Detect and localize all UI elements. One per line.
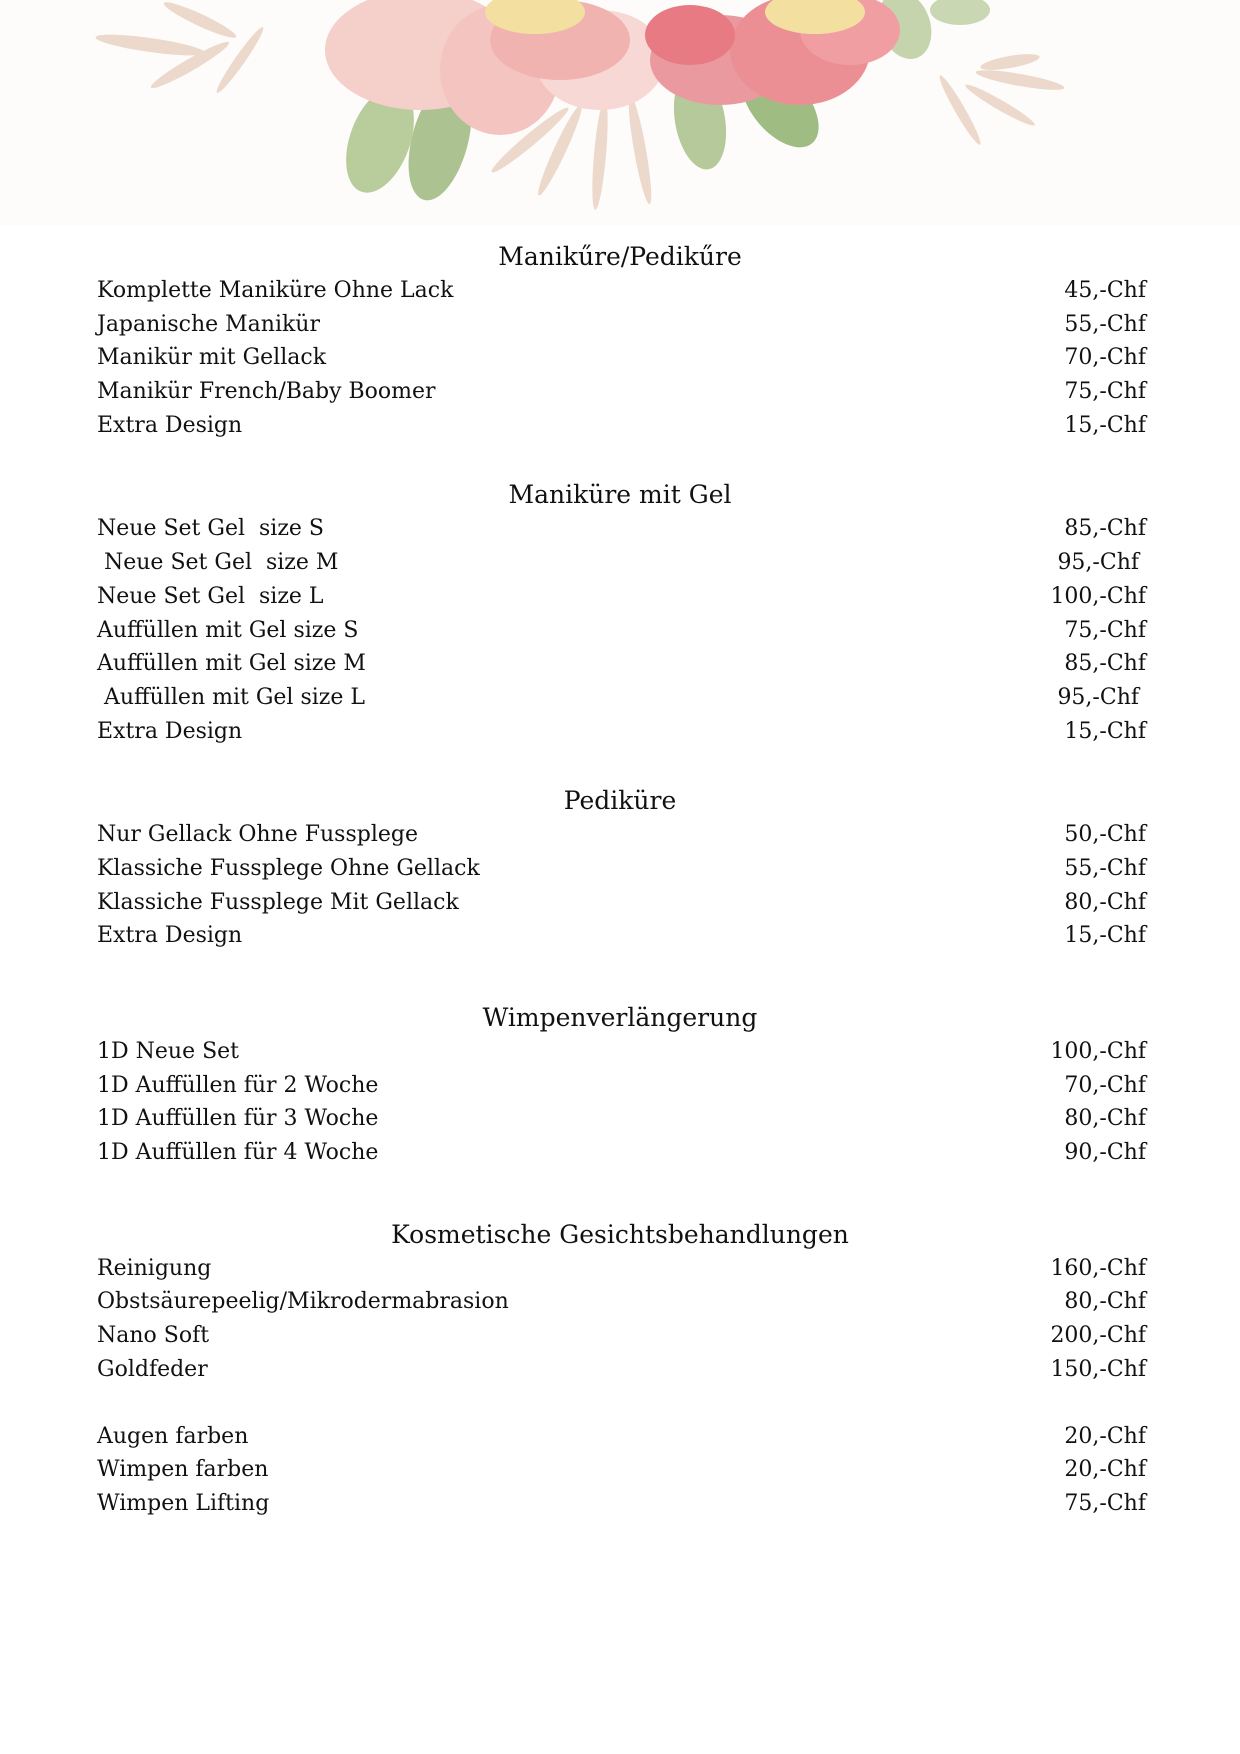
service-price: 15,-Chf xyxy=(1064,923,1146,949)
service-name: Japanische Manikür xyxy=(97,311,320,337)
service-name: Obstsäurepeelig/Mikrodermabrasion xyxy=(97,1289,509,1315)
service-name: Extra Design xyxy=(97,923,243,949)
list-item xyxy=(0,546,1240,580)
service-name: Goldfeder xyxy=(97,1356,208,1382)
service-price: 75,-Chf xyxy=(1064,617,1146,643)
service-price: 15,-Chf xyxy=(1064,412,1146,438)
service-price: 20,-Chf xyxy=(1064,1457,1146,1483)
list-item xyxy=(0,1319,1240,1353)
service-price: 55,-Chf xyxy=(1064,311,1146,337)
list-item xyxy=(0,1035,1240,1069)
service-price: 70,-Chf xyxy=(1064,1072,1146,1098)
service-name: Auffüllen mit Gel size S xyxy=(97,617,359,643)
service-price: 95,-Chf xyxy=(1057,550,1146,576)
service-name: Wimpen Lifting xyxy=(97,1490,270,1516)
service-name: 1D Auffüllen für 2 Woche xyxy=(97,1072,379,1098)
service-price: 50,-Chf xyxy=(1064,822,1146,848)
service-name: Klassiche Fussplege Ohne Gellack xyxy=(97,855,480,881)
service-name: Auffüllen mit Gel size L xyxy=(97,684,365,710)
section-title: Pediküre xyxy=(563,786,677,816)
section-title: Manikűre/Pedikűre xyxy=(498,242,742,271)
service-name: Komplette Maniküre Ohne Lack xyxy=(97,278,454,303)
list-item xyxy=(0,1102,1240,1136)
service-price: 85,-Chf xyxy=(1064,516,1146,542)
list-item xyxy=(0,715,1240,749)
service-name: 1D Neue Set xyxy=(97,1039,240,1064)
list-item xyxy=(0,274,1240,308)
section-kosmetische-gesichtsbehandlungen xyxy=(0,1218,1240,1521)
service-price: 160,-Chf xyxy=(1050,1255,1146,1281)
section-title: Kosmetische Gesichtsbehandlungen xyxy=(391,1219,849,1249)
service-price: 80,-Chf xyxy=(1064,1289,1146,1315)
list-item xyxy=(0,409,1240,443)
service-name: Neue Set Gel size M xyxy=(97,550,339,576)
list-item xyxy=(0,852,1240,886)
flower-bouquet-icon xyxy=(0,0,1240,225)
list-item xyxy=(0,886,1240,920)
service-price: 85,-Chf xyxy=(1064,651,1146,677)
list-item xyxy=(0,681,1240,715)
service-price: 75,-Chf xyxy=(1064,1490,1146,1516)
list-item xyxy=(0,1136,1240,1170)
section-manikure-pedikure xyxy=(0,240,1240,442)
list-item xyxy=(0,1420,1240,1454)
service-name: Neue Set Gel size L xyxy=(97,583,324,609)
section-wimpenverlangerung xyxy=(0,1001,1240,1170)
section-manikure-gel xyxy=(0,478,1240,748)
list-item xyxy=(0,818,1240,852)
section-pedikure xyxy=(0,784,1240,953)
list-item xyxy=(0,512,1240,546)
service-name: Nur Gellack Ohne Fussplege xyxy=(97,822,418,848)
list-item xyxy=(0,1285,1240,1319)
service-name: Extra Design xyxy=(97,718,243,744)
service-price: 15,-Chf xyxy=(1064,718,1146,744)
service-name: 1D Auffüllen für 3 Woche xyxy=(97,1106,379,1132)
service-name: Extra Design xyxy=(97,412,243,438)
list-item xyxy=(0,614,1240,648)
list-item xyxy=(0,341,1240,375)
service-price: 20,-Chf xyxy=(1064,1423,1146,1449)
section-title: Maniküre mit Gel xyxy=(508,480,732,510)
service-price: 150,-Chf xyxy=(1050,1356,1146,1382)
service-name: Nano Soft xyxy=(97,1323,210,1349)
service-price: 80,-Chf xyxy=(1064,889,1146,915)
service-price: 90,-Chf xyxy=(1064,1140,1146,1166)
floral-header-illustration xyxy=(0,0,1240,225)
service-name: Klassiche Fussplege Mit Gellack xyxy=(97,889,459,915)
service-price: 200,-Chf xyxy=(1050,1323,1146,1349)
service-price: 80,-Chf xyxy=(1064,1106,1146,1132)
service-price: 70,-Chf xyxy=(1064,345,1146,371)
section-title: Wimpenverlängerung xyxy=(482,1003,758,1032)
service-price: 75,-Chf xyxy=(1064,379,1146,405)
service-name: Augen farben xyxy=(97,1423,249,1449)
list-item xyxy=(0,647,1240,681)
service-price: 100,-Chf xyxy=(1050,1039,1146,1064)
service-name: Auffüllen mit Gel size M xyxy=(97,651,366,677)
list-item xyxy=(0,375,1240,409)
list-item xyxy=(0,1487,1240,1521)
service-name: Manikür French/Baby Boomer xyxy=(97,379,436,405)
service-name: Wimpen farben xyxy=(97,1457,269,1483)
list-item xyxy=(0,580,1240,614)
service-price: 55,-Chf xyxy=(1064,855,1146,881)
service-price: 95,-Chf xyxy=(1057,684,1146,710)
list-item xyxy=(0,919,1240,953)
list-item xyxy=(0,1453,1240,1487)
list-item xyxy=(0,1069,1240,1103)
list-item xyxy=(0,1252,1240,1286)
service-name: Reinigung xyxy=(97,1255,212,1281)
service-name: Neue Set Gel size S xyxy=(97,516,324,542)
service-price: 45,-Chf xyxy=(1064,278,1146,303)
service-name: Manikür mit Gellack xyxy=(97,345,327,371)
list-item xyxy=(0,1353,1240,1387)
service-price: 100,-Chf xyxy=(1050,583,1146,609)
service-name: 1D Auffüllen für 4 Woche xyxy=(97,1140,379,1166)
price-list xyxy=(0,240,1240,1521)
list-item xyxy=(0,308,1240,342)
